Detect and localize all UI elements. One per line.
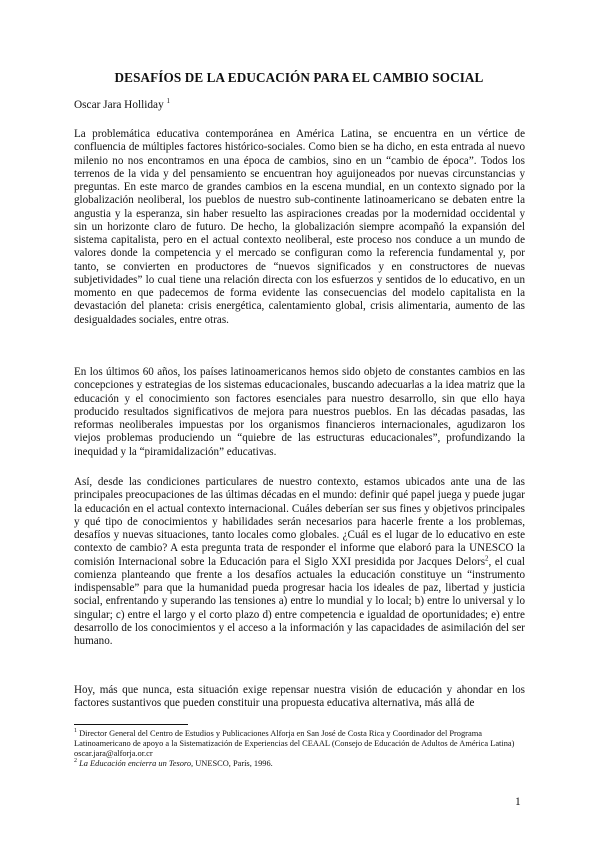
footnote-2-text: UNESCO, París, 1996. (193, 759, 273, 768)
paragraph-3-text-a: Así, desde las condiciones particulares de nuestro contexto, estamos ubicados ante una de las principales preocupaciones de las últimas décadas en el mundo: definir qué papel juega y puede jugar la educación en el actual contexto internacional. Cuáles deberían ser sus fines y objetivos principales y qué tipo de conocimientos y habilidades serán necesarios para hacerle frente a los problemas, desafíos y nuevas situaciones, tanto locales como globales. ¿Cuál es el lugar de lo educativo en este contexto de cambio? A esta pregunta trata de responder el informe que elaboró para la UNESCO la comisión Internacional sobre la Educación para el Siglo XXI presidida por Jacques Delors (74, 476, 525, 568)
footnote-ref-2: 2 (485, 553, 489, 562)
paragraph-4: Hoy, más que nunca, esta situación exige repensar nuestra visión de educación y ahondar en los factores sustantivos que pueden constituir una propuesta educativa alternativa, más allá de (74, 684, 525, 710)
author-line (74, 99, 170, 111)
footnote-1 (74, 729, 525, 759)
footnotes (74, 729, 525, 769)
footnote-2-marker: 2 (74, 758, 77, 765)
footnote-2-italic-title: La Educación encierra un Tesoro, (79, 759, 194, 768)
footnote-1-marker: 1 (74, 728, 77, 735)
footnote-divider (74, 724, 188, 725)
page-number: 1 (515, 796, 521, 808)
footnote-2 (74, 759, 525, 769)
author-name: Oscar Jara Holliday (74, 99, 164, 111)
paragraph-3-text-b: , el cual comienza planteando que frente a los desafíos actuales la educación constituye un “instrumento indispensable” para que la humanidad pueda progresar hacia los ideales de paz, libertad y justicia social, enfrentando y superando las tensiones a) entre lo mundial y lo local; b) entre lo universal y lo singular; c) entre el largo y el corto plazo d) entre competencia e igualdad de oportunidades; e) entre desarrollo de los conocimientos y el acceso a la información y las capacidades de asimilación del ser humano. (74, 555, 525, 647)
paragraph-1: La problemática educativa contemporánea en América Latina, se encuentra en un vértice de confluencia de múltiples factores histórico-sociales. Como bien se ha dicho, en esta entrada al nuevo milenio no nos encontramos en una época de cambios, sino en un “cambio de época”. Todos los terrenos de la vida y del pensamiento se encuentran hoy aguijoneados por nuevas circunstancias y preguntas. En este marco de grandes cambios en la escena mundial, en un contexto signado por la globalización neoliberal, los pueblos de nuestro sub-continente latinoamericano se debaten entre la angustia y la esperanza, sin haber resuelto las aspiraciones creadas por la modernidad occidental y sin un horizonte claro de futuro. De hecho, la globalización siempre acompañó la expansión del sistema capitalista, pero en el actual contexto neoliberal, este proceso nos conduce a un mundo de valores donde la competencia y el mercado se configuran como la referencia fundamental y, por tanto, se convierten en productores de “nuevos significados y en constructores de nuevas subjetividades” lo cual tiene una relación directa con los esfuerzos y sentidos de lo educativo, en un momento en que padecemos de forma evidente las consecuencias del modelo capitalista en la devastación del planeta: crisis energética, calentamiento global, crisis alimentaria, aumento de las desigualdades sociales, entre otras. (74, 128, 525, 326)
document-title: DESAFÍOS DE LA EDUCACIÓN PARA EL CAMBIO SOCIAL (114, 70, 484, 85)
author-footnote-marker: 1 (166, 97, 171, 106)
paragraph-3 (74, 476, 525, 648)
paragraph-2: En los últimos 60 años, los países latinoamericanos hemos sido objeto de constantes cambios en las concepciones y estrategias de los sistemas educacionales, buscando adecuarlas a la idea matriz que la educación y el conocimiento son factores esenciales para nuestro desarrollo, sin que ello haya producido resultados significativos de mejora para nuestros pueblos. En las décadas pasadas, las reformas neoliberales impuestas por los organismos financieros internacionales, agudizaron los viejos problemas produciendo un “quiebre de las estructuras educacionales”, profundizando la inequidad y la “piramidalización” educativas. (74, 366, 525, 458)
footnote-1-text: Director General del Centro de Estudios y Publicaciones Alforja en San José de Costa Rica y Coordinador del Programa Latinoamericano de apoyo a la Sistematización de Experiencias del CEAAL (Consejo de Educación de Adultos de América Latina) oscar.jara@alforja.or.cr (74, 729, 515, 758)
